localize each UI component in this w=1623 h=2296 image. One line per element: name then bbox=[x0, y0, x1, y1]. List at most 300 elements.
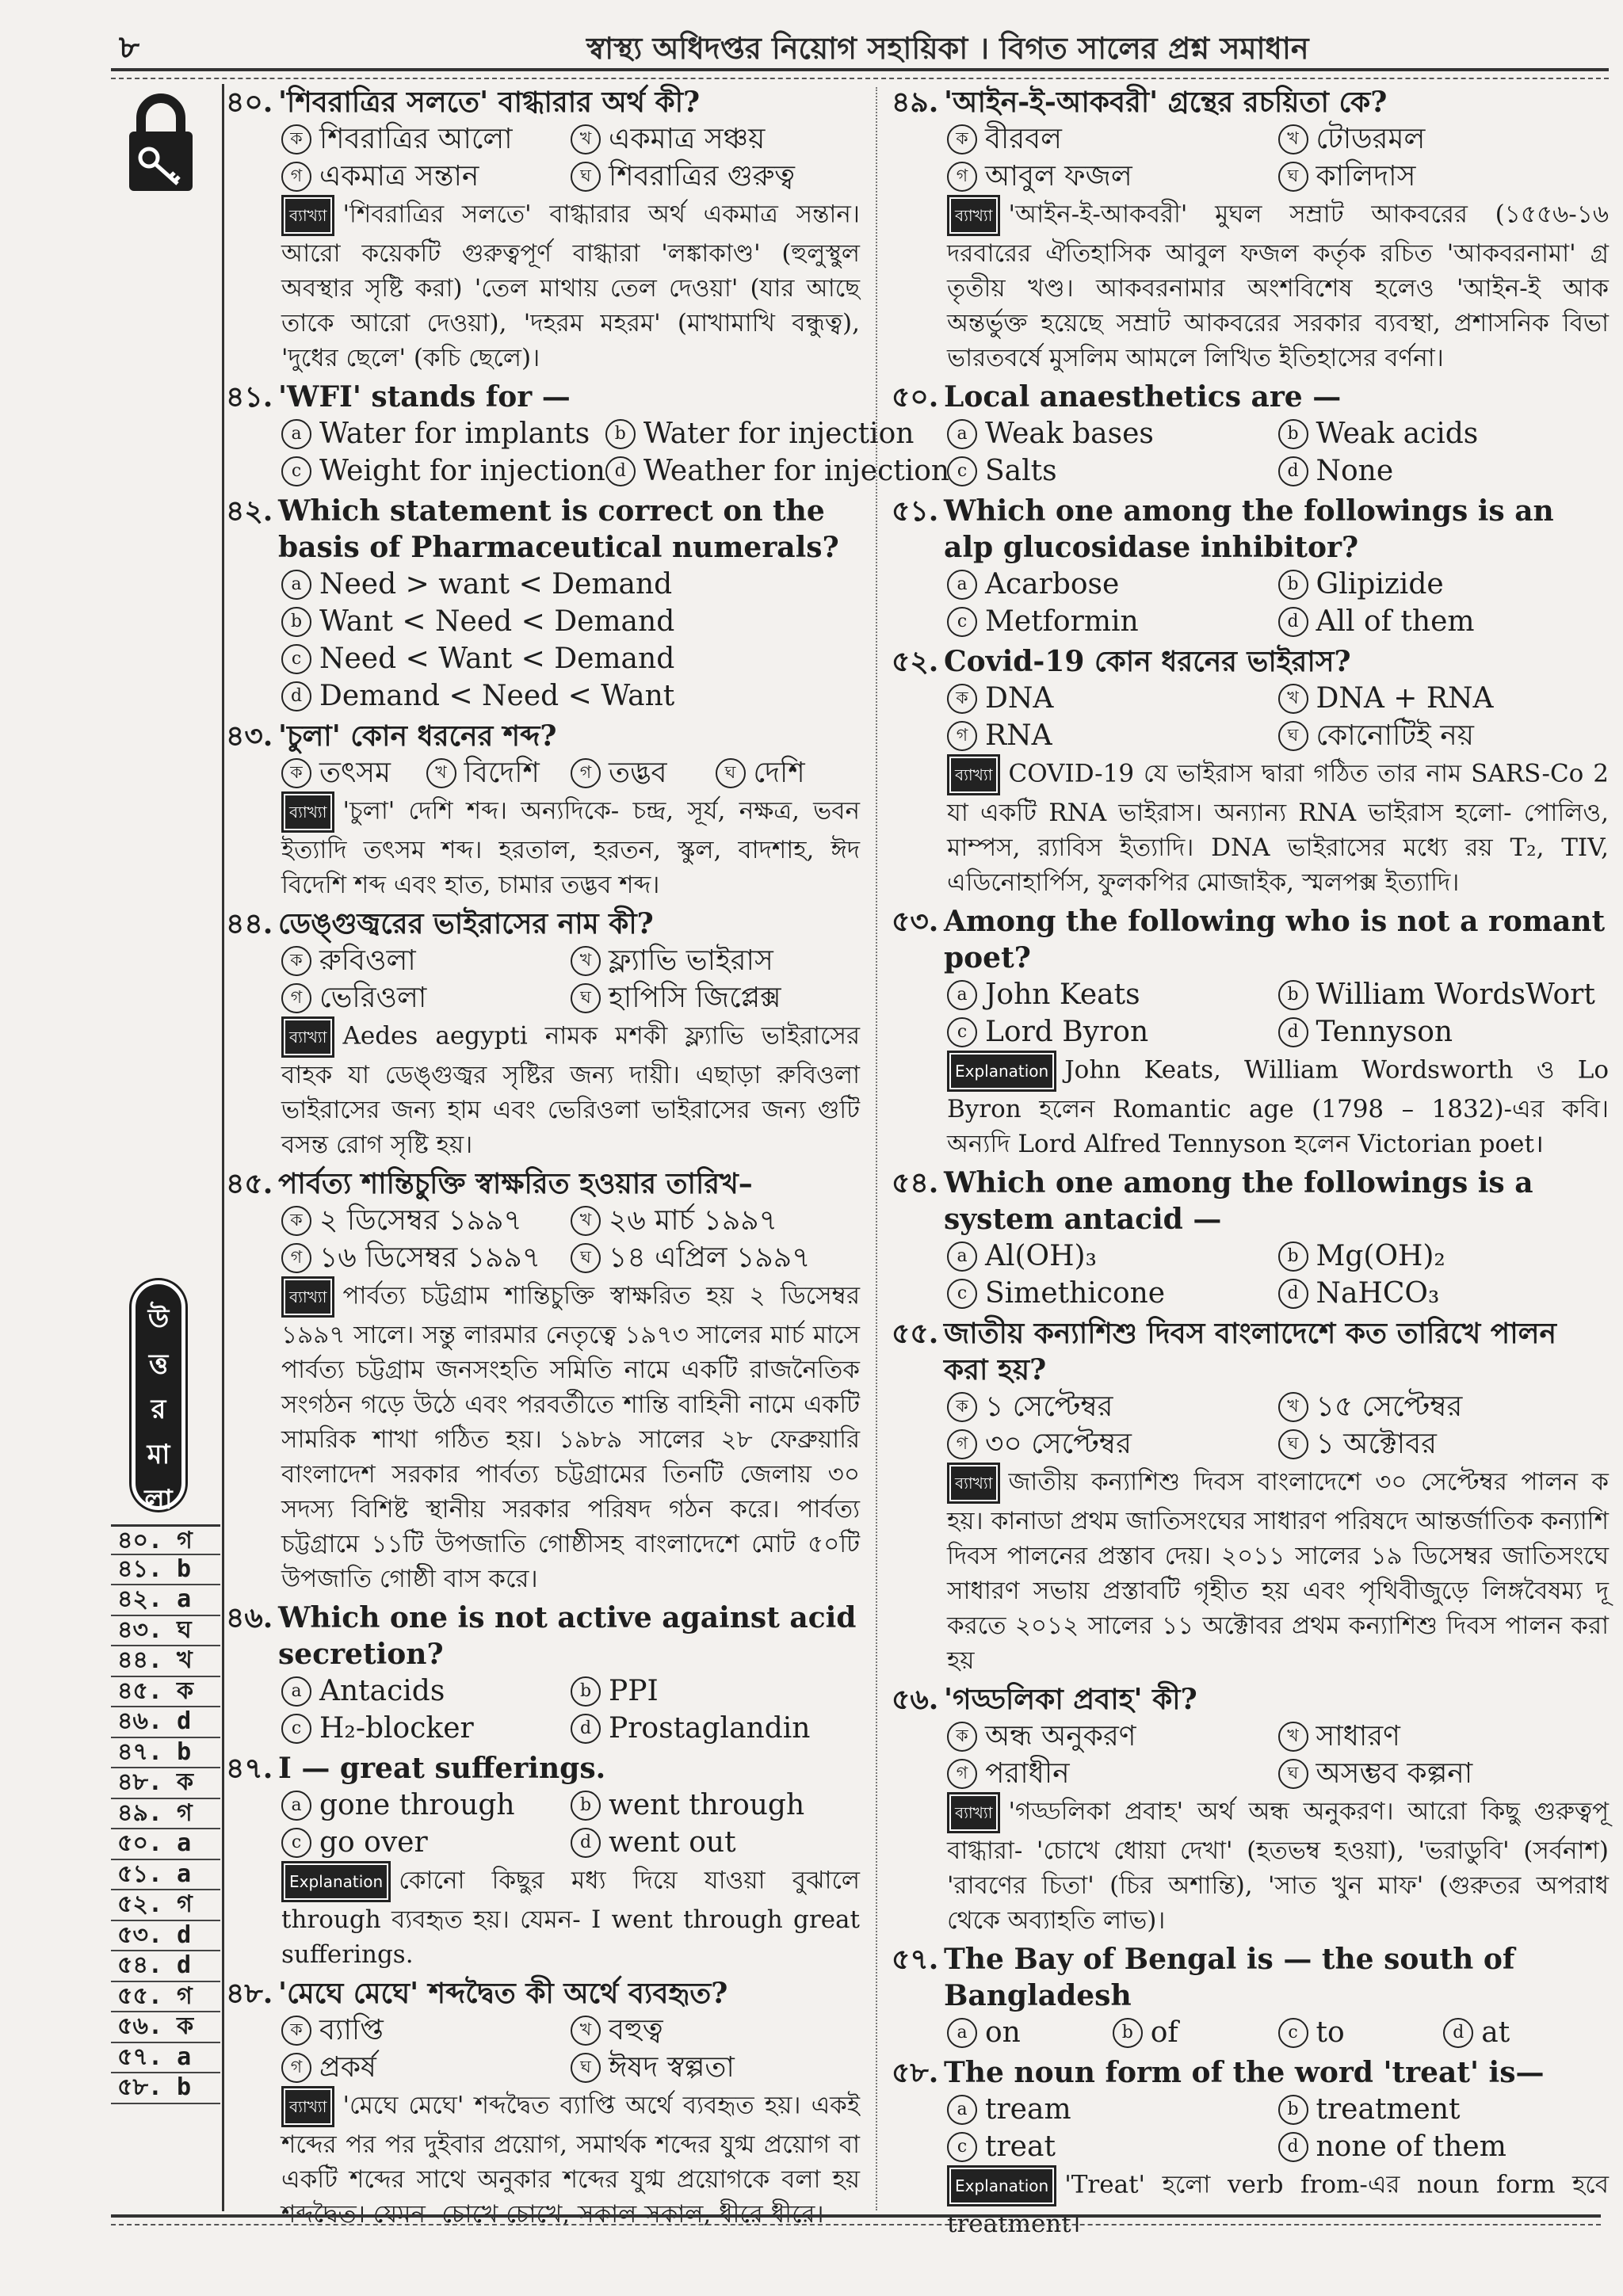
question-heading bbox=[892, 2054, 1609, 2091]
explanation-tag: ব্যাখ্যা bbox=[281, 1016, 334, 1058]
option-marker-icon: ক bbox=[947, 1722, 977, 1752]
question-number: ৪৫. bbox=[226, 1167, 273, 1200]
question-heading bbox=[226, 84, 860, 120]
option-marker-icon: a bbox=[281, 570, 311, 600]
option-text: William WordsWort bbox=[1316, 978, 1595, 1011]
option-text: Need < Want < Demand bbox=[319, 643, 675, 675]
question-text: Which one among the followings is a system antacid — bbox=[944, 1166, 1533, 1236]
option-text: Al(OH)₃ bbox=[985, 1240, 1097, 1272]
option-text: ২৬ মার্চ ১৯৯৭ bbox=[609, 1204, 778, 1237]
question-number: ৪৬. bbox=[226, 1601, 273, 1634]
option-marker-icon: ঘ bbox=[1278, 1759, 1308, 1789]
explanation bbox=[892, 1792, 1609, 1938]
option bbox=[1278, 1238, 1610, 1275]
answer-key-item: ৫৫. গ bbox=[111, 1982, 220, 2013]
option bbox=[947, 717, 1278, 754]
option-text: DNA + RNA bbox=[1316, 682, 1494, 715]
option-marker-icon: d bbox=[1278, 456, 1308, 486]
option-marker-icon: b bbox=[571, 1676, 601, 1707]
option bbox=[716, 754, 861, 791]
explanation-tag: ব্যাখ্যা bbox=[947, 195, 1000, 236]
option-marker-icon: c bbox=[947, 1279, 977, 1309]
answer-key-item: ৪০. গ bbox=[111, 1524, 220, 1555]
option bbox=[571, 1787, 860, 1824]
explanation-tag: ব্যাখ্যা bbox=[947, 1792, 1000, 1833]
option-marker-icon: গ bbox=[947, 721, 977, 751]
option bbox=[947, 1755, 1278, 1792]
option-marker-icon: c bbox=[281, 1714, 311, 1744]
answer-sidebar bbox=[111, 84, 224, 2211]
option-text: Simethicone bbox=[985, 1277, 1166, 1310]
question-number: ৫৪. bbox=[892, 1166, 939, 1199]
option-marker-icon: d bbox=[1278, 1017, 1308, 1047]
option-marker-icon: a bbox=[947, 2095, 977, 2125]
option-marker-icon: d bbox=[1278, 1279, 1308, 1309]
answer-list-label bbox=[132, 1280, 185, 1516]
option-text: সাধারণ bbox=[1316, 1720, 1400, 1753]
question-number: ৪২. bbox=[226, 494, 273, 528]
option-marker-icon: ঘ bbox=[1278, 1429, 1308, 1459]
option-text: ভেরিওলা bbox=[319, 982, 427, 1014]
option bbox=[1278, 566, 1610, 603]
option bbox=[281, 754, 426, 791]
option-marker-icon: d bbox=[605, 456, 636, 486]
option-marker-icon: গ bbox=[281, 162, 311, 192]
question-text: পার্বত্য শান্তিচুক্তি স্বাক্ষরিত হওয়ার তারিখ– bbox=[278, 1167, 753, 1200]
options-list bbox=[892, 680, 1609, 754]
option-text: treat bbox=[985, 2130, 1056, 2163]
option bbox=[281, 603, 860, 640]
question-block bbox=[892, 1941, 1609, 2051]
option bbox=[1278, 2128, 1610, 2165]
option-text: আবুল ফজল bbox=[985, 160, 1132, 193]
option-marker-icon: b bbox=[1278, 980, 1308, 1010]
option-marker-icon: b bbox=[605, 419, 636, 449]
option bbox=[281, 1239, 571, 1276]
option-text: কোনোটিই নয় bbox=[1316, 719, 1474, 752]
option bbox=[1278, 158, 1610, 195]
options-list bbox=[226, 942, 860, 1016]
page-header-title: স্বাস্থ্য অধিদপ্তর নিয়োগ সহায়িকা । বিগত সালের প্রশ্ন সমাধান bbox=[586, 30, 1309, 66]
answer-key-item: ৪৭. b bbox=[111, 1738, 220, 1769]
option-text: ফ্ল্যাভি ভাইরাস bbox=[609, 944, 773, 977]
option-text: Salts bbox=[985, 455, 1057, 487]
question-block bbox=[226, 1975, 860, 2232]
option bbox=[1278, 603, 1610, 640]
answer-key-item: ৪২. a bbox=[111, 1585, 220, 1616]
explanation-tag: ব্যাখ্যা bbox=[947, 1463, 1000, 1504]
option bbox=[571, 1824, 860, 1861]
option bbox=[947, 1238, 1278, 1275]
question-heading bbox=[892, 1315, 1609, 1388]
answer-key-item: ৪৫. ক bbox=[111, 1677, 220, 1708]
option bbox=[947, 2091, 1278, 2128]
option-marker-icon: a bbox=[281, 1791, 311, 1821]
option bbox=[1278, 2091, 1610, 2128]
explanation-text: পার্বত্য চট্টগ্রাম শান্তিচুক্তি স্বাক্ষরিত হয় ২ ডিসেম্বর ১৯৯৭ সালে। সন্তু লারমার নেতৃত্বে ১৯৭৩ সালের মার্চ মাসে পার্বত্য চট্টগ্রাম জনসংহতি সমিতি নামে একটি রাজনৈতিক সংগঠন গড়ে উঠে এবং পরবর্তীতে শান্তি বাহিনী নামে একটি সামরিক শাখা গঠিত হয়। ১৯৮৯ সালের ২৮ ফেব্রুয়ারি বাংলাদেশ সরকার পার্বত্য চট্টগ্রামের তিনটি জেলায় ৩০ সদস্য বিশিষ্ট স্থানীয় সরকার পরিষদ গঠন করে। পার্বত্য চট্টগ্রামে ১১টি উপজাতি গোষ্ঠীসহ বাংলাদেশে মোট ৫০টি উপজাতি গোষ্ঠী বাস করে। bbox=[281, 1281, 860, 1593]
question-block bbox=[892, 84, 1609, 376]
options-list bbox=[226, 1202, 860, 1276]
explanation bbox=[226, 195, 860, 376]
question-block bbox=[226, 84, 860, 376]
explanation-text: Aedes aegypti নামক মশকী ফ্ল্যাভি ভাইরাসের বাহক যা ডেঙ্গুজ্বর সৃষ্টির জন্য দায়ী। এছাড়া রুবিওলা ভাইরাসের জন্য হাম এবং ভেরিওলা ভাইরাসের জন্য গুটি বসন্ত রোগ সৃষ্টি হয়। bbox=[281, 1021, 860, 1159]
explanation-tag: ব্যাখ্যা bbox=[947, 754, 1000, 795]
explanation-text: 'শিবরাত্রির সলতে' বাগ্ধারার অর্থ একমাত্র সন্তান। আরো কয়েকটি গুরুত্বপূর্ণ বাগ্ধারা 'লঙ্কাকাণ্ড' (হুলুস্থুল অবস্থার সৃষ্টি করা) 'তেল মাথায় তেল দেওয়া' (যার আছে তাকে আরো দেওয়া), 'দহরম মহরম' (মাখামাখি বন্ধুত্ব), 'দুধের ছেলে' (কচি ছেলে)। bbox=[281, 200, 860, 372]
option bbox=[281, 1202, 571, 1239]
explanation bbox=[226, 2086, 860, 2232]
option bbox=[281, 640, 860, 677]
option-marker-icon: গ bbox=[571, 758, 601, 788]
option-text: একমাত্র সন্তান bbox=[319, 160, 479, 193]
answer-key-item: ৫২. গ bbox=[111, 1890, 220, 1921]
answer-key-item: ৫৬. ক bbox=[111, 2012, 220, 2043]
question-block bbox=[892, 1315, 1609, 1678]
option-marker-icon: ক bbox=[947, 1392, 977, 1422]
question-number: ৪৮. bbox=[226, 1977, 273, 2010]
explanation-tag: Explanation bbox=[947, 1051, 1056, 1092]
option bbox=[947, 452, 1278, 490]
option-marker-icon: a bbox=[947, 1241, 977, 1272]
answer-key-item: ৫৭. a bbox=[111, 2043, 220, 2074]
option bbox=[281, 1710, 571, 1747]
option-marker-icon: c bbox=[281, 456, 311, 486]
question-number: ৫০. bbox=[892, 380, 939, 414]
question-text: Among the following who is not a romant poet? bbox=[944, 905, 1606, 974]
question-heading bbox=[226, 1975, 860, 2012]
option-text: DNA bbox=[985, 682, 1054, 715]
option bbox=[947, 680, 1278, 717]
option bbox=[1278, 415, 1610, 452]
question-block bbox=[892, 903, 1609, 1161]
question-block bbox=[226, 1165, 860, 1596]
option bbox=[571, 942, 860, 979]
explanation bbox=[226, 1276, 860, 1596]
question-block bbox=[892, 643, 1609, 900]
question-block bbox=[226, 718, 860, 902]
explanation bbox=[892, 1463, 1609, 1678]
option bbox=[1443, 2014, 1609, 2051]
option-marker-icon: b bbox=[281, 607, 311, 637]
page-number: ৮ bbox=[119, 29, 139, 66]
option-marker-icon: গ bbox=[947, 1429, 977, 1459]
option bbox=[1278, 1275, 1610, 1312]
answer-key-item: ৪৯. গ bbox=[111, 1799, 220, 1830]
option-text: Metformin bbox=[985, 605, 1139, 638]
question-block bbox=[892, 493, 1609, 640]
option bbox=[571, 158, 860, 195]
option-text: Lord Byron bbox=[985, 1016, 1149, 1048]
option-marker-icon: ঘ bbox=[1278, 721, 1308, 751]
option-text: ১৬ ডিসেম্বর ১৯৯৭ bbox=[319, 1241, 541, 1274]
option-text: ১ অক্টোবর bbox=[1316, 1428, 1437, 1460]
option-text: Prostaglandin bbox=[609, 1712, 811, 1745]
option-marker-icon: d bbox=[1443, 2018, 1473, 2048]
explanation bbox=[226, 791, 860, 902]
explanation-text: 'আইন-ই-আকবরী' মুঘল সম্রাট আকবরের (১৫৫৬-১৬ দরবারের ঐতিহাসিক আবুল ফজল কর্তৃক রচিত 'আকবরনামা' গ্র তৃতীয় খণ্ড। আকবরনামার অংশবিশেষ হলেও 'আইন-ই আক অন্তর্ভুক্ত হয়েছে সম্রাট আকবরের সরকার ব্যবস্থা, প্রশাসনিক বিভা ভারতবর্ষে মুসলিম আমলে লিখিত ইতিহাসের বর্ণনা। bbox=[947, 200, 1609, 372]
option-marker-icon: d bbox=[1278, 2132, 1308, 2162]
answer-key-item: ৫৪. d bbox=[111, 1951, 220, 1982]
option-text: none of them bbox=[1316, 2130, 1507, 2163]
options-list bbox=[892, 976, 1609, 1051]
option-marker-icon: খ bbox=[1278, 124, 1308, 154]
option-marker-icon: গ bbox=[281, 1243, 311, 1273]
option bbox=[281, 677, 860, 715]
question-number: ৪৭. bbox=[226, 1752, 273, 1785]
explanation-text: জাতীয় কন্যাশিশু দিবস বাংলাদেশে ৩০ সেপ্টেম্বর পালন ক হয়। কানাডা প্রথম জাতিসংঘের সাধারণ পরিষদে আন্তর্জাতিক কন্যাশি দিবস পালনের প্রস্তাব দেয়। ২০১১ সালের ১৯ ডিসেম্বর জাতিসংঘে সাধারণ সভায় প্রস্তাবটি গৃহীত হয় এবং পৃথিবীজুড়ে লিঙ্গবৈষম্য দূ করতে ২০১২ সালের ১১ অক্টোবর প্রথম কন্যাশিশু দিবস পালন করা হয় bbox=[947, 1467, 1609, 1675]
option-marker-icon: b bbox=[1278, 570, 1308, 600]
question-text: ডেঙ্গুজ্বরের ভাইরাসের নাম কী? bbox=[278, 907, 654, 940]
question-block bbox=[892, 379, 1609, 490]
option-marker-icon: d bbox=[281, 681, 311, 711]
option bbox=[281, 2012, 571, 2049]
option-marker-icon: c bbox=[1278, 2018, 1308, 2048]
option bbox=[947, 976, 1278, 1013]
question-block bbox=[892, 1681, 1609, 1938]
option-marker-icon: ঘ bbox=[571, 983, 601, 1013]
option-text: পরাধীন bbox=[985, 1757, 1070, 1790]
option-marker-icon: d bbox=[1278, 607, 1308, 637]
question-heading bbox=[892, 643, 1609, 680]
top-rule bbox=[111, 68, 1609, 79]
option-text: ব্যাপ্তি bbox=[319, 2014, 384, 2046]
option bbox=[1278, 680, 1610, 717]
option bbox=[571, 2012, 860, 2049]
option bbox=[571, 1672, 860, 1710]
option bbox=[281, 120, 571, 158]
option-text: কালিদাস bbox=[1316, 160, 1416, 193]
option-text: PPI bbox=[609, 1675, 659, 1707]
explanation-text: কোনো কিছুর মধ্য দিয়ে যাওয়া বুঝালে through ব্যবহৃত হয়। যেমন- I went through great sufferings. bbox=[281, 1866, 860, 1969]
option-text: একমাত্র সঞ্চয় bbox=[609, 123, 766, 155]
question-text: Local anaesthetics are — bbox=[944, 380, 1342, 414]
explanation-text: 'Treat' হলো verb from-এর noun form হবে treatment। bbox=[947, 2170, 1609, 2238]
explanation-text: 'চুলা' দেশি শব্দ। অন্যদিকে- চন্দ্র, সূর্য, নক্ষত্র, ভবন ইত্যাদি তৎসম শব্দ। হরতাল, হরতন, স্কুল, বাদশাহ, ঈদ বিদেশি শব্দ এবং হাত, চামার তদ্ভব শব্দ। bbox=[281, 796, 860, 899]
option bbox=[947, 566, 1278, 603]
option-marker-icon: a bbox=[281, 419, 311, 449]
explanation-tag: Explanation bbox=[281, 1861, 391, 1902]
answer-key-list bbox=[111, 1524, 220, 2104]
explanation-text: 'মেঘে মেঘে' শব্দদ্বৈত ব্যাপ্তি অর্থে ব্যবহৃত হয়। একই শব্দের পর পর দুইবার প্রয়োগ, সমার্থক শব্দের যুগ্ম প্রয়োগ বা একটি শব্দের সাথে অনুকার শব্দের যুগ্ম প্রয়োগকে বলা হয় শব্দদ্বৈত। যেমন- চোখে চোখে, সকাল সকাল, ধীরে ধীরে। bbox=[281, 2091, 860, 2229]
option-text: Weather for injection bbox=[643, 455, 950, 487]
option-text: বিদেশি bbox=[464, 757, 540, 789]
question-heading bbox=[226, 906, 860, 942]
explanation-tag: ব্যাখ্যা bbox=[281, 2086, 334, 2127]
answer-list-label-char: মা bbox=[147, 1439, 170, 1470]
question-heading bbox=[892, 1941, 1609, 2014]
options-list bbox=[226, 754, 860, 791]
question-number: ৪৪. bbox=[226, 907, 273, 940]
option-text: প্রকর্ষ bbox=[319, 2051, 376, 2084]
question-number: ৪৩. bbox=[226, 719, 273, 753]
option-text: ১৫ সেপ্টেম্বর bbox=[1316, 1390, 1463, 1423]
options-list bbox=[226, 2012, 860, 2086]
option-marker-icon: c bbox=[281, 1828, 311, 1858]
option-marker-icon: d bbox=[571, 1714, 601, 1744]
option-text: go over bbox=[319, 1826, 428, 1859]
option bbox=[947, 603, 1278, 640]
option bbox=[281, 158, 571, 195]
option-text: Tennyson bbox=[1316, 1016, 1453, 1048]
option-marker-icon: c bbox=[281, 644, 311, 674]
option-marker-icon: c bbox=[947, 607, 977, 637]
option bbox=[281, 1824, 571, 1861]
option-marker-icon: গ bbox=[947, 162, 977, 192]
option-text: went out bbox=[609, 1826, 736, 1859]
option-text: All of them bbox=[1316, 605, 1475, 638]
options-list bbox=[892, 1238, 1609, 1312]
option-text: Mg(OH)₂ bbox=[1316, 1240, 1445, 1272]
question-heading bbox=[226, 379, 860, 415]
option bbox=[947, 415, 1278, 452]
option-marker-icon: a bbox=[947, 419, 977, 449]
option bbox=[571, 2049, 860, 2086]
options-list bbox=[226, 1787, 860, 1861]
option-text: ১ সেপ্টেম্বর bbox=[985, 1390, 1113, 1423]
option-marker-icon: ঘ bbox=[571, 162, 601, 192]
option-text: বীরবল bbox=[985, 123, 1062, 155]
question-number: ৫১. bbox=[892, 494, 939, 528]
option-marker-icon: খ bbox=[426, 758, 456, 788]
option bbox=[947, 158, 1278, 195]
explanation-tag: ব্যাখ্যা bbox=[281, 791, 334, 833]
option-text: ঈষদ স্বল্পতা bbox=[609, 2051, 735, 2084]
question-text: I — great sufferings. bbox=[278, 1752, 606, 1785]
option-text: হাপিসি জিপ্লেক্স bbox=[609, 982, 781, 1014]
option-marker-icon: গ bbox=[281, 2053, 311, 2083]
question-block bbox=[226, 906, 860, 1162]
options-list bbox=[892, 1388, 1609, 1463]
option-marker-icon: a bbox=[947, 2018, 977, 2048]
option-marker-icon: ক bbox=[281, 1206, 311, 1236]
option bbox=[1278, 1425, 1610, 1463]
explanation bbox=[892, 754, 1609, 900]
option-marker-icon: খ bbox=[571, 946, 601, 976]
question-number: ৫৩. bbox=[892, 905, 939, 938]
option bbox=[947, 120, 1278, 158]
option-marker-icon: খ bbox=[1278, 684, 1308, 714]
option-marker-icon: c bbox=[947, 456, 977, 486]
question-block bbox=[892, 2054, 1609, 2241]
option-text: তদ্ভব bbox=[609, 757, 667, 789]
option bbox=[1278, 120, 1610, 158]
option-marker-icon: c bbox=[947, 1017, 977, 1047]
option-text: None bbox=[1316, 455, 1394, 487]
lock-key-icon bbox=[125, 90, 197, 193]
option-text: শিবরাত্রির আলো bbox=[319, 123, 513, 155]
option-text: Need > want < Demand bbox=[319, 568, 673, 601]
option-marker-icon: c bbox=[947, 2132, 977, 2162]
question-number: ৫৮. bbox=[892, 2056, 939, 2089]
explanation bbox=[226, 1016, 860, 1162]
option bbox=[281, 1787, 571, 1824]
answer-list-label-char: উ bbox=[147, 1303, 170, 1335]
options-list bbox=[226, 120, 860, 195]
option bbox=[947, 2014, 1113, 2051]
answer-list-label-char: লা bbox=[144, 1484, 173, 1516]
question-heading bbox=[226, 493, 860, 566]
question-heading bbox=[226, 1165, 860, 1202]
explanation-tag: Explanation bbox=[947, 2165, 1056, 2206]
option-text: on bbox=[985, 2016, 1021, 2049]
option-marker-icon: b bbox=[571, 1791, 601, 1821]
explanation bbox=[892, 1051, 1609, 1161]
explanation-tag: ব্যাখ্যা bbox=[281, 1276, 334, 1318]
bottom-rule bbox=[111, 2214, 1601, 2225]
answer-key-item: ৪১. b bbox=[111, 1555, 220, 1586]
question-number: ৪১. bbox=[226, 380, 273, 414]
option bbox=[1278, 976, 1610, 1013]
question-text: Which one is not active against acid secretion? bbox=[278, 1601, 857, 1671]
option-text: H₂-blocker bbox=[319, 1712, 474, 1745]
option-text: অসম্ভব কল্পনা bbox=[1316, 1757, 1473, 1790]
question-heading bbox=[226, 718, 860, 754]
question-text: 'আইন-ই-আকবরী' গ্রন্থের রচয়িতা কে? bbox=[944, 86, 1388, 119]
answer-key-item: ৫৮. b bbox=[111, 2073, 220, 2104]
question-heading bbox=[892, 903, 1609, 976]
answer-key-item: ৪৪. খ bbox=[111, 1646, 220, 1677]
option bbox=[1278, 2014, 1444, 2051]
option-text: Weight for injection bbox=[319, 455, 605, 487]
column-divider bbox=[876, 87, 877, 2210]
option bbox=[281, 566, 860, 603]
answer-list-label-char: ত্ত bbox=[148, 1348, 169, 1380]
option-marker-icon: ঘ bbox=[571, 2053, 601, 2083]
option-marker-icon: ঘ bbox=[716, 758, 746, 788]
option-marker-icon: b bbox=[1113, 2018, 1143, 2048]
option-marker-icon: ঘ bbox=[1278, 162, 1308, 192]
explanation-tag: ব্যাখ্যা bbox=[281, 195, 334, 236]
options-list bbox=[892, 120, 1609, 195]
option-text: John Keats bbox=[985, 978, 1140, 1011]
option-marker-icon: d bbox=[571, 1828, 601, 1858]
option-text: দেশি bbox=[753, 757, 805, 789]
option-marker-icon: b bbox=[1278, 1241, 1308, 1272]
question-text: Which statement is correct on the basis of Pharmaceutical numerals? bbox=[278, 494, 839, 564]
option bbox=[1278, 1755, 1610, 1792]
question-block bbox=[226, 1750, 860, 1972]
option bbox=[1278, 1718, 1610, 1755]
option bbox=[281, 1672, 571, 1710]
option bbox=[281, 979, 571, 1016]
option-text: of bbox=[1150, 2016, 1178, 2049]
option bbox=[571, 979, 860, 1016]
option-marker-icon: b bbox=[1278, 2095, 1308, 2125]
options-list bbox=[892, 2091, 1609, 2165]
option-text: রুবিওলা bbox=[319, 944, 416, 977]
question-number: ৫৭. bbox=[892, 1943, 939, 1976]
option bbox=[1278, 1388, 1610, 1425]
option bbox=[281, 2049, 571, 2086]
option-text: Water for injection bbox=[643, 418, 915, 450]
option-marker-icon: ক bbox=[281, 124, 311, 154]
option-text: ২ ডিসেম্বর ১৯৯৭ bbox=[319, 1204, 522, 1237]
options-list bbox=[226, 1672, 860, 1747]
question-block bbox=[892, 1165, 1609, 1312]
explanation bbox=[892, 2165, 1609, 2241]
option-text: tream bbox=[985, 2093, 1071, 2126]
option-text: শিবরাত্রির গুরুত্ব bbox=[609, 160, 796, 193]
option-marker-icon: খ bbox=[1278, 1392, 1308, 1422]
option-marker-icon: খ bbox=[571, 124, 601, 154]
option-marker-icon: খ bbox=[571, 1206, 601, 1236]
right-column bbox=[892, 84, 1609, 2245]
question-number: ৪০. bbox=[226, 86, 273, 119]
question-block bbox=[226, 493, 860, 715]
option-marker-icon: ক bbox=[281, 946, 311, 976]
question-number: ৫২. bbox=[892, 645, 939, 678]
option-text: gone through bbox=[319, 1789, 515, 1821]
options-list bbox=[892, 1718, 1609, 1792]
